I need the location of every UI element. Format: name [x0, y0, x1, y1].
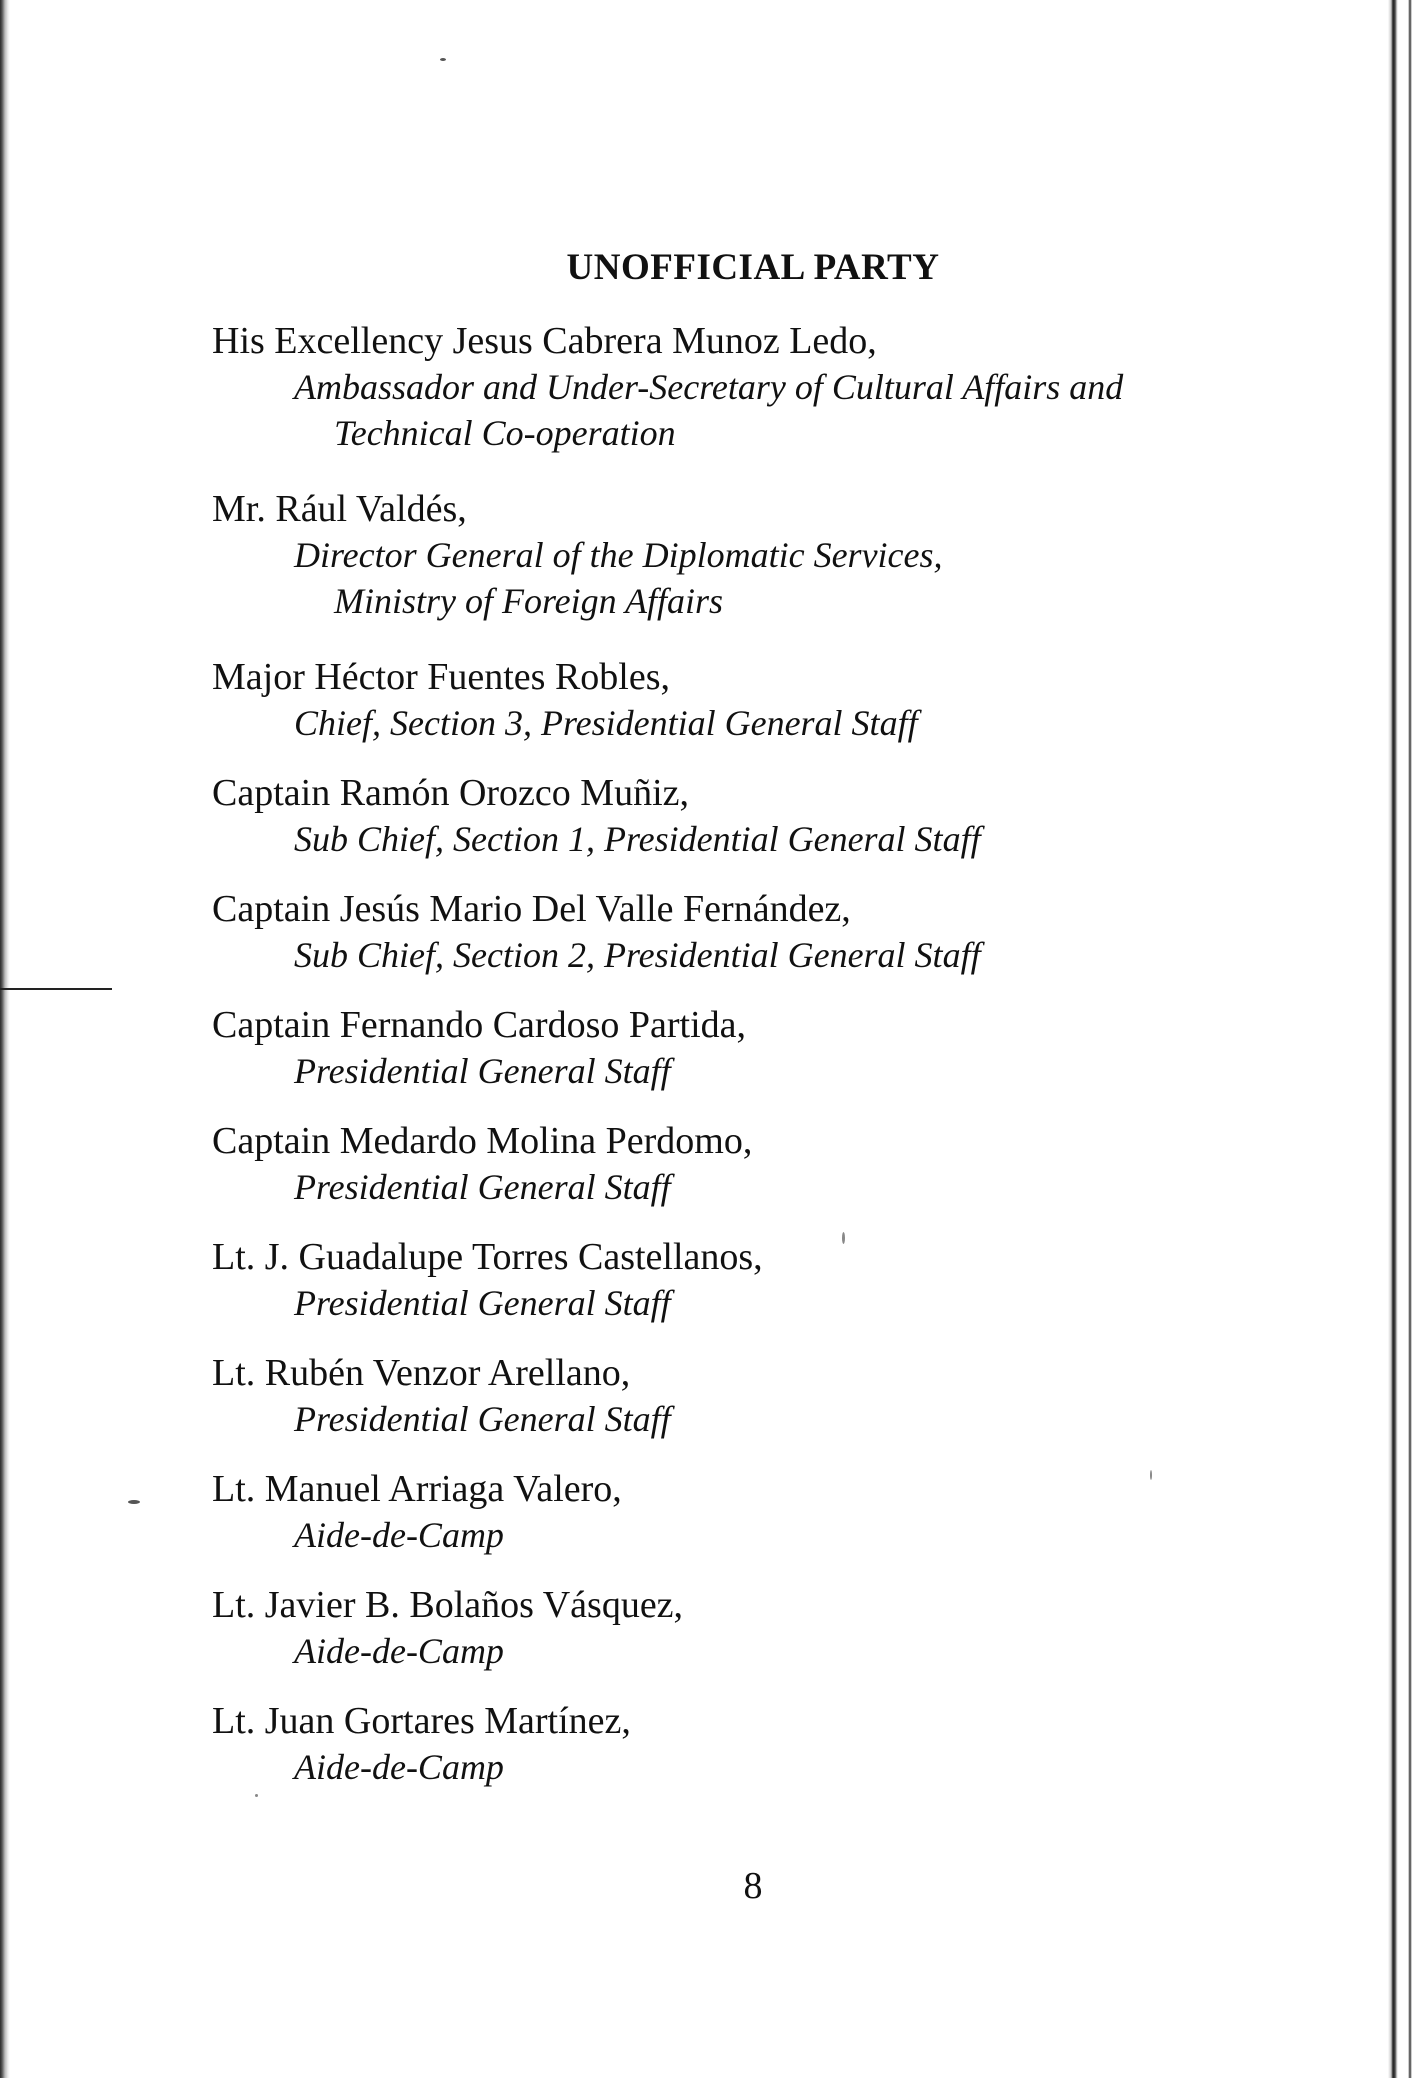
party-entry [212, 1698, 1332, 1790]
party-entry [212, 486, 1332, 624]
member-title: Aide-de-Camp [294, 1515, 504, 1555]
scan-left-edge [0, 0, 10, 2078]
member-title: Presidential General Staff [294, 1051, 671, 1091]
member-title: Presidential General Staff [294, 1399, 671, 1439]
member-title: Presidential General Staff [294, 1283, 671, 1323]
member-name: Mr. Rául Valdés, [212, 488, 467, 530]
member-title: Sub Chief, Section 1, Presidential General Staff [294, 819, 981, 859]
party-list [212, 318, 1332, 1790]
scan-right-edge [1388, 0, 1398, 2078]
scan-right-outer-edge [1408, 0, 1412, 2078]
member-name: Captain Fernando Cardoso Partida, [212, 1004, 747, 1046]
page-number: 8 [743, 1865, 763, 1907]
member-name: Lt. Rubén Venzor Arellano, [212, 1352, 631, 1394]
section-heading: UNOFFICIAL PARTY [566, 247, 940, 288]
member-name: Captain Medardo Molina Perdomo, [212, 1120, 753, 1162]
member-name: His Excellency Jesus Cabrera Munoz Ledo, [212, 320, 877, 362]
member-title-continued: Ministry of Foreign Affairs [334, 581, 724, 621]
member-title: Director General of the Diplomatic Services, [294, 535, 943, 575]
member-title-continued: Technical Co-operation [334, 413, 676, 453]
member-title: Aide-de-Camp [294, 1631, 504, 1671]
party-entry [212, 770, 1332, 862]
member-title: Sub Chief, Section 2, Presidential General Staff [294, 935, 981, 975]
member-name: Lt. Javier B. Bolaños Vásquez, [212, 1584, 684, 1626]
member-name: Captain Jesús Mario Del Valle Fernández, [212, 888, 851, 930]
member-name: Lt. Juan Gortares Martínez, [212, 1700, 631, 1742]
scan-speck [440, 58, 446, 61]
member-name: Lt. Manuel Arriaga Valero, [212, 1468, 622, 1510]
party-entry [212, 1466, 1332, 1558]
member-name: Lt. J. Guadalupe Torres Castellanos, [212, 1236, 763, 1278]
party-entry [212, 1234, 1332, 1326]
margin-pen-stroke [0, 988, 112, 990]
party-entry [212, 1350, 1332, 1442]
member-title: Chief, Section 3, Presidential General Staff [294, 703, 918, 743]
member-title: Presidential General Staff [294, 1167, 671, 1207]
member-name: Captain Ramón Orozco Muñiz, [212, 772, 690, 814]
member-title: Aide-de-Camp [294, 1747, 504, 1787]
scan-speck [128, 1500, 140, 1504]
party-entry [212, 1002, 1332, 1094]
member-name: Major Héctor Fuentes Robles, [212, 656, 671, 698]
party-entry [212, 654, 1332, 746]
party-entry [212, 318, 1332, 456]
scan-speck [255, 1794, 258, 1797]
party-entry [212, 1582, 1332, 1674]
party-entry [212, 886, 1332, 978]
member-title: Ambassador and Under-Secretary of Cultural Affairs and [294, 367, 1124, 407]
party-entry [212, 1118, 1332, 1210]
